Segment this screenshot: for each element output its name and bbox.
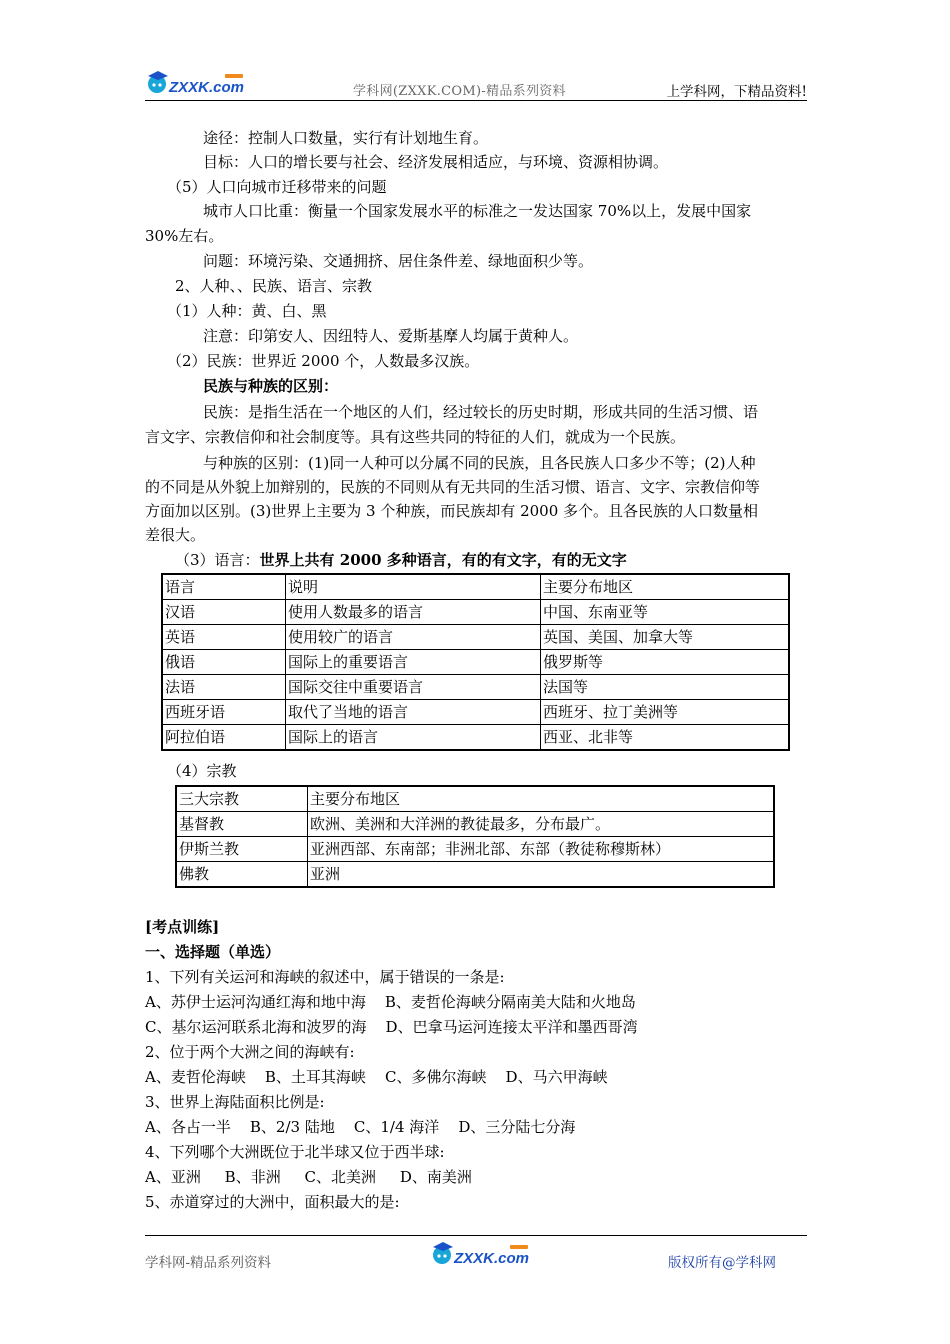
question-line: 3、世界上海陆面积比例是: (145, 1093, 325, 1111)
line-nations: （2）民族：世界近 2000 个，人数最多汉族。 (167, 352, 480, 370)
table-header-cell: 语言 (162, 574, 286, 600)
table-row (176, 862, 774, 888)
table-row (162, 725, 789, 751)
exercise-tag: [考点训练] (145, 918, 220, 936)
line-goal: 目标：人口的增长要与社会、经济发展相适应，与环境、资源相协调。 (203, 153, 669, 171)
table-row (176, 837, 774, 862)
table-cell: 使用较广的语言 (286, 625, 541, 650)
footer-left-text: 学科网-精品系列资料 (145, 1255, 272, 1271)
question-line: 2、位于两个大洲之间的海峡有: (145, 1043, 355, 1061)
line-approach: 途径：控制人口数量，实行有计划地生育。 (203, 129, 489, 147)
table-cell: 国际上的重要语言 (286, 650, 541, 675)
question-line: 4、下列哪个大洲既位于北半球又位于西半球: (145, 1143, 445, 1161)
header-slogan: 上学科网，下精品资料! (666, 84, 807, 100)
question-line: 5、赤道穿过的大洲中，面积最大的是: (145, 1193, 400, 1211)
language-heading (175, 549, 627, 571)
table-header-cell: 说明 (286, 574, 541, 600)
line-nation-def: 民族：是指生活在一个地区的人们，经过较长的历史时期，形成共同的生活习惯、语 (203, 403, 759, 421)
line-section-2: 2、人种、、民族、语言、宗教 (175, 277, 373, 295)
table-row (162, 650, 789, 675)
table-cell: 俄罗斯等 (541, 650, 790, 675)
line-difference-1: 与种族的区别：(1)同一人种可以分属不同的民族，且各民族人口多少不等；(2)人种 (203, 454, 756, 472)
table-header-row (162, 574, 789, 600)
question-line: A、麦哲伦海峡 B、土耳其海峡 C、多佛尔海峡 D、马六甲海峡 (145, 1068, 608, 1086)
line-problems: 问题：环境污染、交通拥挤、居住条件差、绿地面积少等。 (203, 252, 594, 270)
table-cell: 使用人数最多的语言 (286, 600, 541, 625)
table-cell: 阿拉伯语 (162, 725, 286, 751)
table-row (162, 700, 789, 725)
table-cell: 英国、美国、加拿大等 (541, 625, 790, 650)
table-cell: 基督教 (176, 812, 308, 837)
religion-table (175, 785, 775, 888)
table-header-cell: 主要分布地区 (541, 574, 790, 600)
exercise-section-title: 一、选择题（单选） (145, 943, 281, 961)
line-difference-heading: 民族与种族的区别： (203, 377, 339, 395)
religion-heading: （4）宗教 (167, 762, 237, 780)
table-cell: 西亚、北非等 (541, 725, 790, 751)
table-header-row (176, 786, 774, 812)
line-urban-ratio-cont: 30%左右。 (145, 227, 224, 245)
line-difference-3: 方面加以区别。(3)世界上主要为 3 个种族，而民族却有 2000 多个。且各民族的人口数量相 (145, 502, 759, 520)
table-cell: 俄语 (162, 650, 286, 675)
line-difference-2: 的不同是从外貌上加辩别的，民族的不同则从有无共同的生活习惯、语言、文字、宗教信仰等 (145, 478, 761, 496)
table-cell: 欧洲、美洲和大洋洲的教徒最多，分布最广。 (308, 812, 775, 837)
line-note: 注意：印第安人、因纽特人、爱斯基摩人均属于黄种人。 (203, 327, 579, 345)
language-table (161, 573, 790, 751)
table-cell: 法语 (162, 675, 286, 700)
line-nation-def-cont: 言文字、宗教信仰和社会制度等。具有这些共同的特征的人们，就成为一个民族。 (145, 428, 686, 446)
table-cell: 亚洲西部、东南部；非洲北部、东部（教徒称穆斯林） (308, 837, 775, 862)
language-prefix: （3）语言： (175, 551, 260, 569)
svg-text:ZXXK.com: ZXXK.com (169, 79, 245, 96)
table-cell: 国际上的语言 (286, 725, 541, 751)
zxxk-footer-logo-icon (430, 1239, 534, 1269)
table-cell: 取代了当地的语言 (286, 700, 541, 725)
table-cell: 中国、东南亚等 (541, 600, 790, 625)
table-header-cell: 主要分布地区 (308, 786, 775, 812)
table-cell: 英语 (162, 625, 286, 650)
question-line: C、基尔运河联系北海和波罗的海 D、巴拿马运河连接太平洋和墨西哥湾 (145, 1018, 638, 1036)
table-cell: 西班牙、拉丁美洲等 (541, 700, 790, 725)
table-row (162, 600, 789, 625)
table-cell: 西班牙语 (162, 700, 286, 725)
question-line: A、亚洲 B、非洲 C、北美洲 D、南美洲 (145, 1168, 472, 1186)
footer-copyright-link[interactable]: 版权所有@学科网 (668, 1255, 776, 1271)
question-line: A、各占一半 B、2/3 陆地 C、1/4 海洋 D、三分陆七分海 (145, 1118, 576, 1136)
line-urban-migration: （5）人口向城市迁移带来的问题 (167, 178, 387, 196)
table-header-cell: 三大宗教 (176, 786, 308, 812)
table-cell: 汉语 (162, 600, 286, 625)
header-site-title: 学科网(ZXXK.COM)-精品系列资料 (353, 84, 566, 99)
table-cell: 亚洲 (308, 862, 775, 888)
svg-text:ZXXK.com: ZXXK.com (454, 1250, 530, 1267)
table-cell: 佛教 (176, 862, 308, 888)
footer-divider (145, 1235, 807, 1236)
page-header (145, 66, 807, 101)
zxxk-logo-icon (145, 68, 249, 98)
table-cell: 法国等 (541, 675, 790, 700)
line-races: （1）人种：黄、白、黑 (167, 302, 327, 320)
table-row (162, 675, 789, 700)
question-line: 1、下列有关运河和海峡的叙述中，属于错误的一条是: (145, 968, 505, 986)
question-line: A、苏伊士运河沟通红海和地中海 B、麦哲伦海峡分隔南美大陆和火地岛 (145, 993, 636, 1011)
table-cell: 伊斯兰教 (176, 837, 308, 862)
line-difference-4: 差很大。 (145, 526, 206, 544)
table-row (162, 625, 789, 650)
table-cell: 国际交往中重要语言 (286, 675, 541, 700)
table-row (176, 812, 774, 837)
line-urban-ratio: 城市人口比重：衡量一个国家发展水平的标准之一发达国家 70%以上，发展中国家 (203, 202, 752, 220)
language-heading-bold: 世界上共有 2000 多种语言，有的有文字，有的无文字 (259, 551, 627, 569)
